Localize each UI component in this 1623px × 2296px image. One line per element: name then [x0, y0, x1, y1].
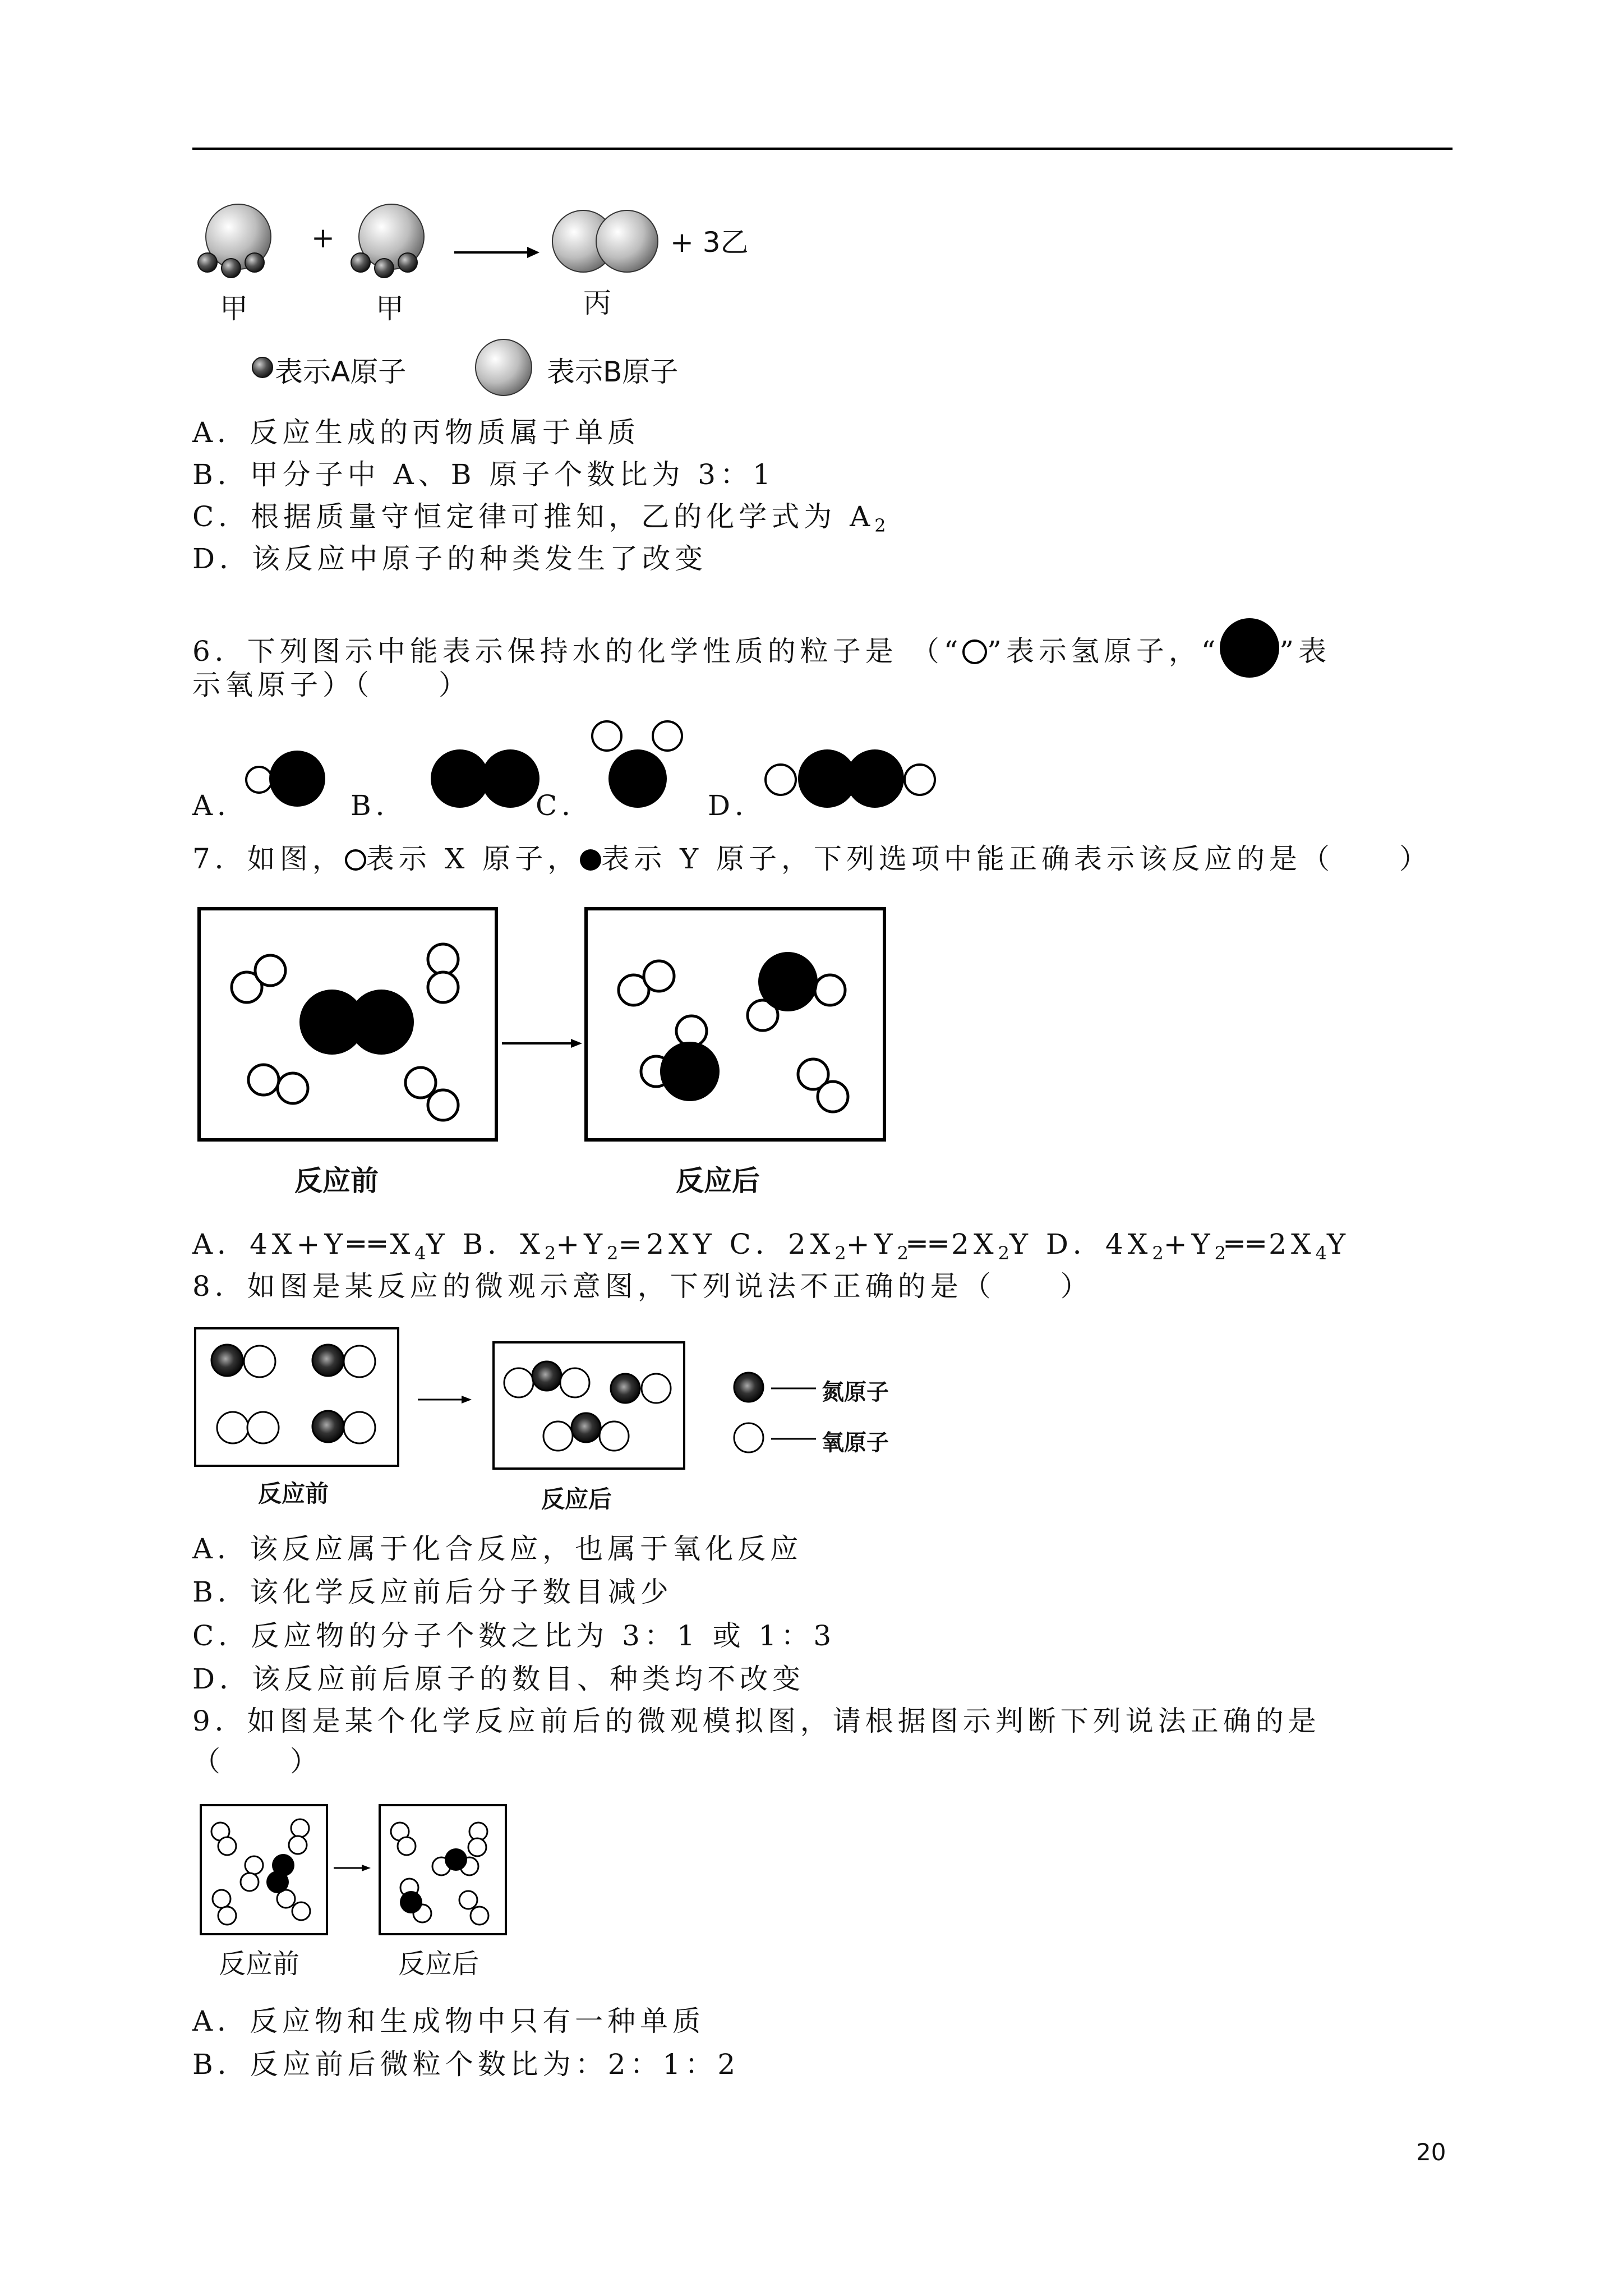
q9-option-a: A．反应物和生成物中只有一种单质	[192, 2005, 706, 2037]
legend-a-text: 表示A原子	[275, 356, 407, 388]
oxygen-legend-icon	[1220, 618, 1279, 678]
q5-option-c: C．根据质量守恒定律可推知，乙的化学式为 $A_2$	[192, 500, 886, 536]
q6-option-c-label: C．	[536, 789, 594, 822]
plus-three-yi: + 3乙	[670, 226, 749, 259]
q5-option-a: A．反应生成的丙物质属于单质	[192, 416, 640, 449]
jia-label-2: 甲	[376, 292, 404, 325]
hydrogen-legend-icon	[962, 639, 987, 664]
q7-after-label: 反应后	[676, 1165, 760, 1197]
q6-option-d-label: D．	[708, 789, 768, 822]
q7-options: A．$4X+Y══X_4Y$ B．$X_2+Y_2=2XY$ C．$2X_2+Y_2══2X_2Y$ D．$4X_2+Y_2══2X_4Y$	[192, 1228, 1350, 1264]
plus-sign: +	[311, 222, 335, 254]
header-rule	[192, 148, 1453, 150]
q8-reaction-figure	[193, 1327, 979, 1495]
q8-before-label: 反应前	[258, 1480, 329, 1507]
q9-stem-line1: 9．如图是某个化学反应前后的微观模拟图，请根据图示判断下列说法正确的是	[192, 1705, 1321, 1737]
q8-option-d: D．该反应前后原子的数目、种类均不改变	[192, 1663, 805, 1695]
q6-option-a-label: A．	[192, 789, 250, 822]
q8-after-label: 反应后	[541, 1485, 612, 1513]
x-atom-icon	[345, 849, 366, 871]
jia-label-1: 甲	[220, 292, 248, 325]
q8-option-a: A．该反应属于化合反应，也属于氧化反应	[192, 1533, 803, 1565]
q5-option-d: D．该反应中原子的种类发生了改变	[192, 542, 708, 575]
page-number: 20	[1416, 2138, 1446, 2166]
q7-stem: 7．如图， 表示 X 原子， 表示 Y 原子，下列选项中能正确表示该反应的是（ ）	[192, 843, 1432, 875]
q9-option-b: B．反应前后微粒个数比为：2：1：2	[192, 2048, 740, 2081]
q6-stem-line2: 示氧原子）（ ）	[192, 669, 471, 701]
q8-option-b: B．该化学反应前后分子数目减少	[192, 1576, 673, 1608]
jia-molecule-2	[351, 204, 424, 278]
y-atom-icon	[580, 849, 601, 871]
q8-stem: 8．如图是某反应的微观示意图，下列说法不正确的是（ ）	[192, 1270, 1093, 1303]
q8-option-c: C．反应物的分子个数之比为 3：1 或 1：3	[192, 1619, 836, 1652]
q9-after-label: 反应后	[398, 1948, 479, 1980]
q9-reaction-figure	[199, 1803, 524, 1944]
q8-legend-o: 氧原子	[822, 1430, 889, 1456]
q7-before-label: 反应前	[294, 1165, 379, 1197]
q9-before-label: 反应前	[219, 1948, 300, 1980]
legend-b-text: 表示B原子	[547, 356, 679, 388]
q5-option-b: B．甲分子中 A、B 原子个数比为 3：1	[192, 458, 775, 491]
jia-molecule-1	[198, 204, 271, 278]
q8-legend-n: 氮原子	[822, 1379, 889, 1405]
q7-reaction-figure	[196, 903, 897, 1144]
q6-stem-line1: 6．下列图示中能表示保持水的化学性质的粒子是 （“ ”表示氢原子，“ ”表	[192, 618, 1331, 678]
q6-option-b-label: B．	[351, 789, 408, 822]
q9-stem-line2: （ ）	[192, 1745, 322, 1778]
bing-molecule	[552, 210, 658, 272]
bing-label: 丙	[583, 287, 611, 319]
